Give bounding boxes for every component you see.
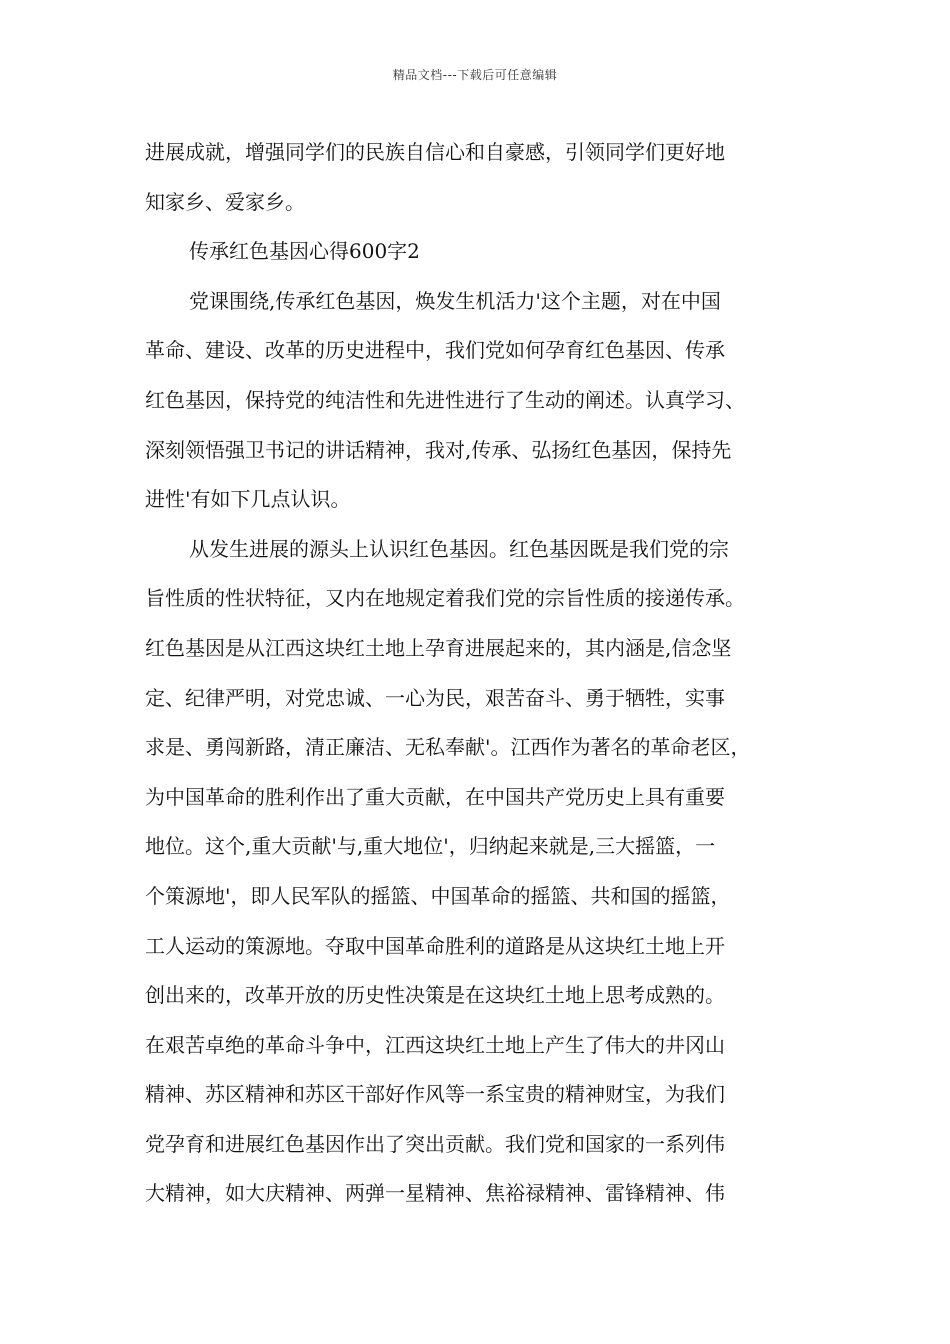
- text-line: 知家乡、爱家乡。: [145, 189, 305, 214]
- text-line: 党课围绕,传承红色基因，焕发生机活力'这个主题，对在中国: [189, 288, 721, 313]
- text-line: 大精神，如大庆精神、两弹一星精神、焦裕禄精神、雷锋精神、伟: [145, 1181, 725, 1206]
- text-line: 精神、苏区精神和苏区干部好作风等一系宝贵的精神财宝，为我们: [145, 1082, 725, 1107]
- text-line: 红色基因，保持党的纯洁性和先进性进行了生动的阐述。认真学习、: [145, 387, 745, 412]
- text-line: 传承红色基因心得600字2: [189, 239, 420, 264]
- text-line: 定、纪律严明，对党忠诚、一心为民，艰苦奋斗、勇于牺牲，实事: [145, 685, 725, 710]
- text-line: 红色基因是从江西这块红土地上孕育进展起来的，其内涵是,信念坚: [145, 635, 732, 660]
- text-line: 进性'有如下几点认识。: [145, 487, 351, 512]
- text-line: 进展成就，增强同学们的民族自信心和自豪感，引领同学们更好地: [145, 140, 725, 164]
- text-line: 工人运动的策源地。夺取中国革命胜利的道路是从这块红土地上开: [145, 933, 725, 958]
- text-line: 旨性质的性状特征，又内在地规定着我们党的宗旨性质的接递传承。: [145, 586, 745, 611]
- text-line: 为中国革命的胜利作出了重大贡献，在中国共产党历史上具有重要: [145, 784, 725, 809]
- text-line: 从发生进展的源头上认识红色基因。红色基因既是我们党的宗: [189, 536, 729, 561]
- text-line: 地位。这个,重大贡献'与,重大地位'，归纳起来就是,三大摇篮，一: [145, 834, 716, 859]
- text-line: 在艰苦卓绝的革命斗争中，江西这块红土地上产生了伟大的井冈山: [145, 1032, 725, 1057]
- text-line: 个策源地'，即人民军队的摇篮、中国革命的摇篮、共和国的摇篮，: [145, 883, 731, 908]
- page-header: 精品文档---下载后可任意编辑: [392, 68, 558, 82]
- text-line: 求是、勇闯新路，清正廉洁、无私奉献'。江西作为著名的革命老区，: [145, 735, 751, 760]
- text-line: 党孕育和进展红色基因作出了突出贡献。我们党和国家的一系列伟: [145, 1131, 725, 1156]
- text-line: 革命、建设、改革的历史进程中，我们党如何孕育红色基因、传承: [145, 338, 725, 363]
- text-line: 深刻领悟强卫书记的讲话精神，我对,传承、弘扬红色基因，保持先: [145, 437, 732, 462]
- text-line: 创出来的，改革开放的历史性决策是在这块红土地上思考成熟的。: [145, 983, 725, 1008]
- body-text: [145, 128, 805, 1219]
